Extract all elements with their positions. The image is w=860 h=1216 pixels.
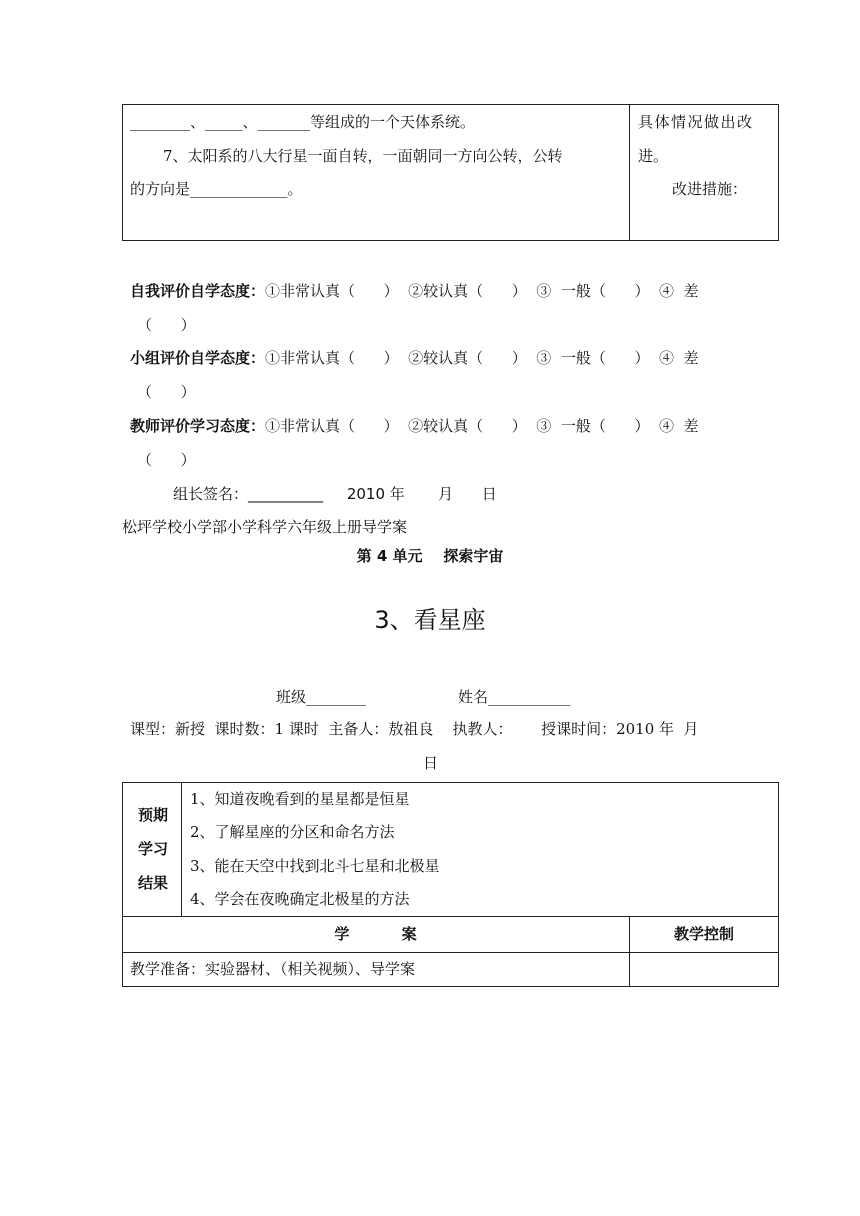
right-note-1: 具体情况做出改 [638, 113, 754, 131]
plan-column-header: 学 案 [334, 925, 417, 943]
class-field: 班级________ [276, 688, 367, 706]
unit-line: 第 4 单元 探索宇宙 [356, 547, 504, 565]
question-7-cont: 的方向是_____________。 [130, 180, 303, 198]
right-note-3: 改进措施： [672, 180, 748, 198]
lesson-title: 3、看星座 [374, 606, 486, 634]
goals-label-1: 预期 [138, 806, 169, 824]
self-eval-tail: （ ） [137, 316, 196, 334]
goal-item-3: 3、能在天空中找到北斗七星和北极星 [190, 857, 440, 875]
goals-table [122, 782, 779, 987]
group-eval-label: 小组评价自学态度： [130, 349, 266, 367]
top-table-divider [629, 104, 630, 241]
course-info-tail: 日 [423, 754, 439, 772]
teacher-eval-row [130, 419, 699, 434]
name-field: 姓名___________ [458, 688, 571, 706]
signature-line: 组长签名：__________ 2010 年 月 日 [173, 485, 497, 503]
school-line: 松坪学校小学部小学科学六年级上册导学案 [122, 518, 408, 536]
group-eval-tail: （ ） [137, 383, 196, 401]
course-info: 课型：新授 课时数：1 课时 主备人：敖祖良 执教人： 授课时间：2010 年 月 [130, 720, 699, 738]
blank-line-text: ________、_____、_______等组成的一个天体系统。 [130, 113, 476, 131]
teacher-eval-label: 教师评价学习态度： [130, 417, 266, 435]
goals-label-2: 学习 [138, 840, 169, 858]
goals-row-divider [122, 916, 779, 917]
self-eval-row [130, 284, 699, 299]
goal-item-1: 1、知道夜晚看到的星星都是恒星 [190, 790, 410, 808]
control-column-header: 教学控制 [673, 925, 734, 943]
goal-item-4: 4、学会在夜晚确定北极星的方法 [190, 890, 410, 908]
header-row-divider [122, 952, 779, 953]
group-eval-row [130, 351, 699, 366]
goal-item-2: 2、了解星座的分区和命名方法 [190, 823, 395, 841]
prep-text: 教学准备：实验器材、（相关视频）、导学案 [130, 960, 416, 978]
question-7-text: 7、太阳系的八大行星一面自转，一面朝同一方向公转，公转 [163, 147, 563, 165]
goals-label-divider [181, 782, 182, 917]
teacher-eval-tail: （ ） [137, 451, 196, 469]
group-eval-options: ①非常认真（ ） ②较认真（ ） ③ 一般（ ） ④ 差 [265, 349, 699, 367]
right-note-2: 进。 [638, 147, 669, 165]
goals-label-3: 结果 [138, 874, 169, 892]
teacher-eval-options: ①非常认真（ ） ②较认真（ ） ③ 一般（ ） ④ 差 [265, 417, 699, 435]
self-eval-options: ①非常认真（ ） ②较认真（ ） ③ 一般（ ） ④ 差 [265, 282, 699, 300]
self-eval-label: 自我评价自学态度： [130, 282, 266, 300]
